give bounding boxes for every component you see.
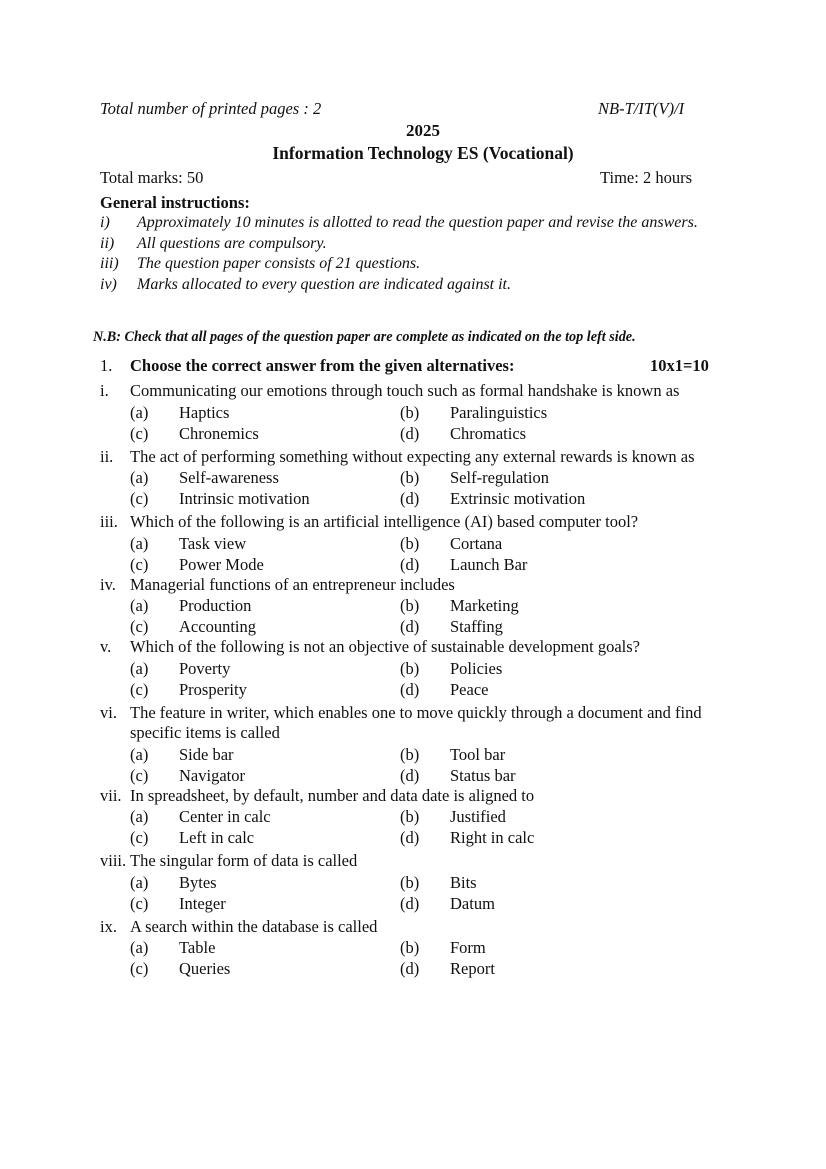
option-label: (c) xyxy=(130,828,149,847)
option-text: Haptics xyxy=(179,402,230,422)
option-label: (b) xyxy=(400,744,420,764)
question-stem xyxy=(100,703,750,744)
option-label: (d) xyxy=(400,893,420,913)
options-grid xyxy=(100,744,750,786)
option-label: (a) xyxy=(130,533,149,553)
option-text: Cortana xyxy=(450,533,503,553)
option-label: (a) xyxy=(130,658,149,678)
question-stem xyxy=(100,851,750,872)
question-item xyxy=(100,703,750,786)
option-text: Bits xyxy=(450,872,477,892)
option-label: (d) xyxy=(400,828,420,847)
section-marks: 10x1=10 xyxy=(650,356,709,375)
instructions-heading: General instructions: xyxy=(100,193,250,212)
option-label: (d) xyxy=(400,423,420,443)
question-number: i. xyxy=(100,381,109,400)
option-text: Chronemics xyxy=(179,423,259,443)
instruction-item: iii) The question paper consists of 21 questions. xyxy=(100,255,421,272)
options-grid xyxy=(100,595,750,637)
question-item xyxy=(100,512,750,575)
option-text: Left in calc xyxy=(179,828,255,847)
question-stem xyxy=(100,575,750,596)
options-grid xyxy=(100,872,750,914)
option-label: (b) xyxy=(400,658,420,678)
question-stem xyxy=(100,786,750,807)
option-text: Extrinsic motivation xyxy=(450,489,586,508)
option-text: Poverty xyxy=(179,658,231,678)
option-text: Table xyxy=(179,938,216,957)
question-number: viii. xyxy=(100,851,127,870)
option-text: Marketing xyxy=(450,596,519,615)
option-label: (a) xyxy=(130,402,149,422)
option-text: Queries xyxy=(179,959,231,978)
question-text: In spreadsheet, by default, number and data date is aligned to xyxy=(130,785,535,805)
paper-code: NB-T/IT(V)/I xyxy=(598,99,685,118)
instructions-list xyxy=(100,213,750,295)
option-text: Status bar xyxy=(450,765,516,785)
question-text: Which of the following is not an objective of sustainable development goals? xyxy=(130,637,640,656)
option-label: (b) xyxy=(400,533,420,553)
instruction-item: i) Approximately 10 minutes is allotted to read the question paper and revise the answers. xyxy=(100,214,698,231)
section-number: 1. xyxy=(100,356,113,375)
question-stem xyxy=(100,447,750,468)
option-text: Intrinsic motivation xyxy=(179,489,310,508)
option-label: (d) xyxy=(400,959,420,978)
question-item xyxy=(100,917,750,980)
option-label: (a) xyxy=(130,468,149,487)
options-grid xyxy=(100,658,750,700)
option-label: (c) xyxy=(130,893,149,913)
question-number: iii. xyxy=(100,512,118,531)
option-label: (c) xyxy=(130,423,149,443)
instruction-item: ii) All questions are compulsory. xyxy=(100,234,327,252)
option-label: (c) xyxy=(130,959,149,978)
option-text: Self-awareness xyxy=(179,468,279,487)
option-label: (b) xyxy=(400,872,420,892)
paper-title: Information Technology ES (Vocational) xyxy=(272,143,574,163)
option-text: Justified xyxy=(450,807,506,826)
question-stem xyxy=(100,637,750,658)
option-text: Paralinguistics xyxy=(450,402,548,422)
instruction-item: iv) Marks allocated to every question are indicated against it. xyxy=(100,275,511,293)
option-label: (b) xyxy=(400,402,420,422)
question-number: v. xyxy=(100,637,112,656)
option-label: (b) xyxy=(400,596,420,615)
option-text: Tool bar xyxy=(450,744,506,764)
exam-year: 2025 xyxy=(406,121,440,140)
printed-pages-note: Total number of printed pages : 2 xyxy=(100,99,322,118)
option-label: (b) xyxy=(400,807,420,826)
option-label: (b) xyxy=(400,938,420,957)
option-text: Prosperity xyxy=(179,679,247,699)
option-label: (d) xyxy=(400,554,420,574)
option-text: Self-regulation xyxy=(450,468,549,487)
option-text: Report xyxy=(450,959,495,978)
option-text: Launch Bar xyxy=(450,554,528,574)
option-label: (c) xyxy=(130,554,149,574)
question-text: The singular form of data is called xyxy=(130,851,358,870)
option-label: (d) xyxy=(400,617,420,636)
option-text: Staffing xyxy=(450,617,503,636)
option-label: (d) xyxy=(400,489,420,508)
time-allowed: Time: 2 hours xyxy=(600,168,692,187)
option-label: (a) xyxy=(130,938,149,957)
option-label: (a) xyxy=(130,596,149,615)
options-grid xyxy=(100,533,750,575)
question-number: vii. xyxy=(100,785,122,805)
question-number: vi. xyxy=(100,702,117,722)
option-text: Center in calc xyxy=(179,807,271,826)
option-text: Policies xyxy=(450,658,503,678)
options-grid xyxy=(100,937,750,979)
question-stem xyxy=(100,917,750,938)
question-item xyxy=(100,786,750,849)
option-text: Accounting xyxy=(179,617,256,636)
options-grid xyxy=(100,402,750,444)
options-grid xyxy=(100,467,750,509)
option-label: (c) xyxy=(130,617,149,636)
total-marks: Total marks: 50 xyxy=(100,168,204,187)
option-text: Side bar xyxy=(179,744,234,764)
option-text: Chromatics xyxy=(450,423,527,443)
question-text: Managerial functions of an entrepreneur includes xyxy=(130,574,455,594)
option-label: (d) xyxy=(400,679,420,699)
question-stem xyxy=(100,381,750,402)
option-text: Task view xyxy=(179,533,247,553)
options-grid xyxy=(100,806,750,848)
question-text: Communicating our emotions through touch such as formal handshake is known as xyxy=(130,381,680,400)
option-label: (a) xyxy=(130,744,149,764)
option-text: Bytes xyxy=(179,872,217,892)
option-label: (b) xyxy=(400,468,420,487)
option-text: Form xyxy=(450,938,486,957)
option-text: Right in calc xyxy=(450,828,535,847)
question-text: A search within the database is called xyxy=(130,916,378,936)
questions-list xyxy=(100,381,750,979)
question-item xyxy=(100,851,750,914)
question-text: The feature in writer, which enables one to move quickly through a document and find specific items is called xyxy=(130,702,702,742)
section-heading: Choose the correct answer from the given alternatives: xyxy=(130,356,515,375)
option-text: Navigator xyxy=(179,765,245,785)
question-item xyxy=(100,637,750,700)
nb-note: N.B: Check that all pages of the question paper are complete as indicated on the top left side. xyxy=(93,329,636,345)
question-stem xyxy=(100,512,750,533)
question-item xyxy=(100,381,750,444)
option-text: Integer xyxy=(179,893,226,913)
option-label: (c) xyxy=(130,489,149,508)
option-label: (a) xyxy=(130,872,149,892)
question-text: Which of the following is an artificial intelligence (AI) based computer tool? xyxy=(130,512,639,531)
option-label: (d) xyxy=(400,765,420,785)
question-number: ix. xyxy=(100,916,117,936)
option-label: (a) xyxy=(130,807,149,826)
option-label: (c) xyxy=(130,765,149,785)
question-number: ii. xyxy=(100,446,114,466)
option-label: (c) xyxy=(130,679,149,699)
option-text: Production xyxy=(179,596,252,615)
option-text: Power Mode xyxy=(179,554,264,574)
question-number: iv. xyxy=(100,574,116,594)
option-text: Peace xyxy=(450,679,489,699)
question-item xyxy=(100,575,750,638)
question-item xyxy=(100,447,750,510)
option-text: Datum xyxy=(450,893,495,913)
question-text: The act of performing something without expecting any external rewards is known as xyxy=(130,446,695,466)
